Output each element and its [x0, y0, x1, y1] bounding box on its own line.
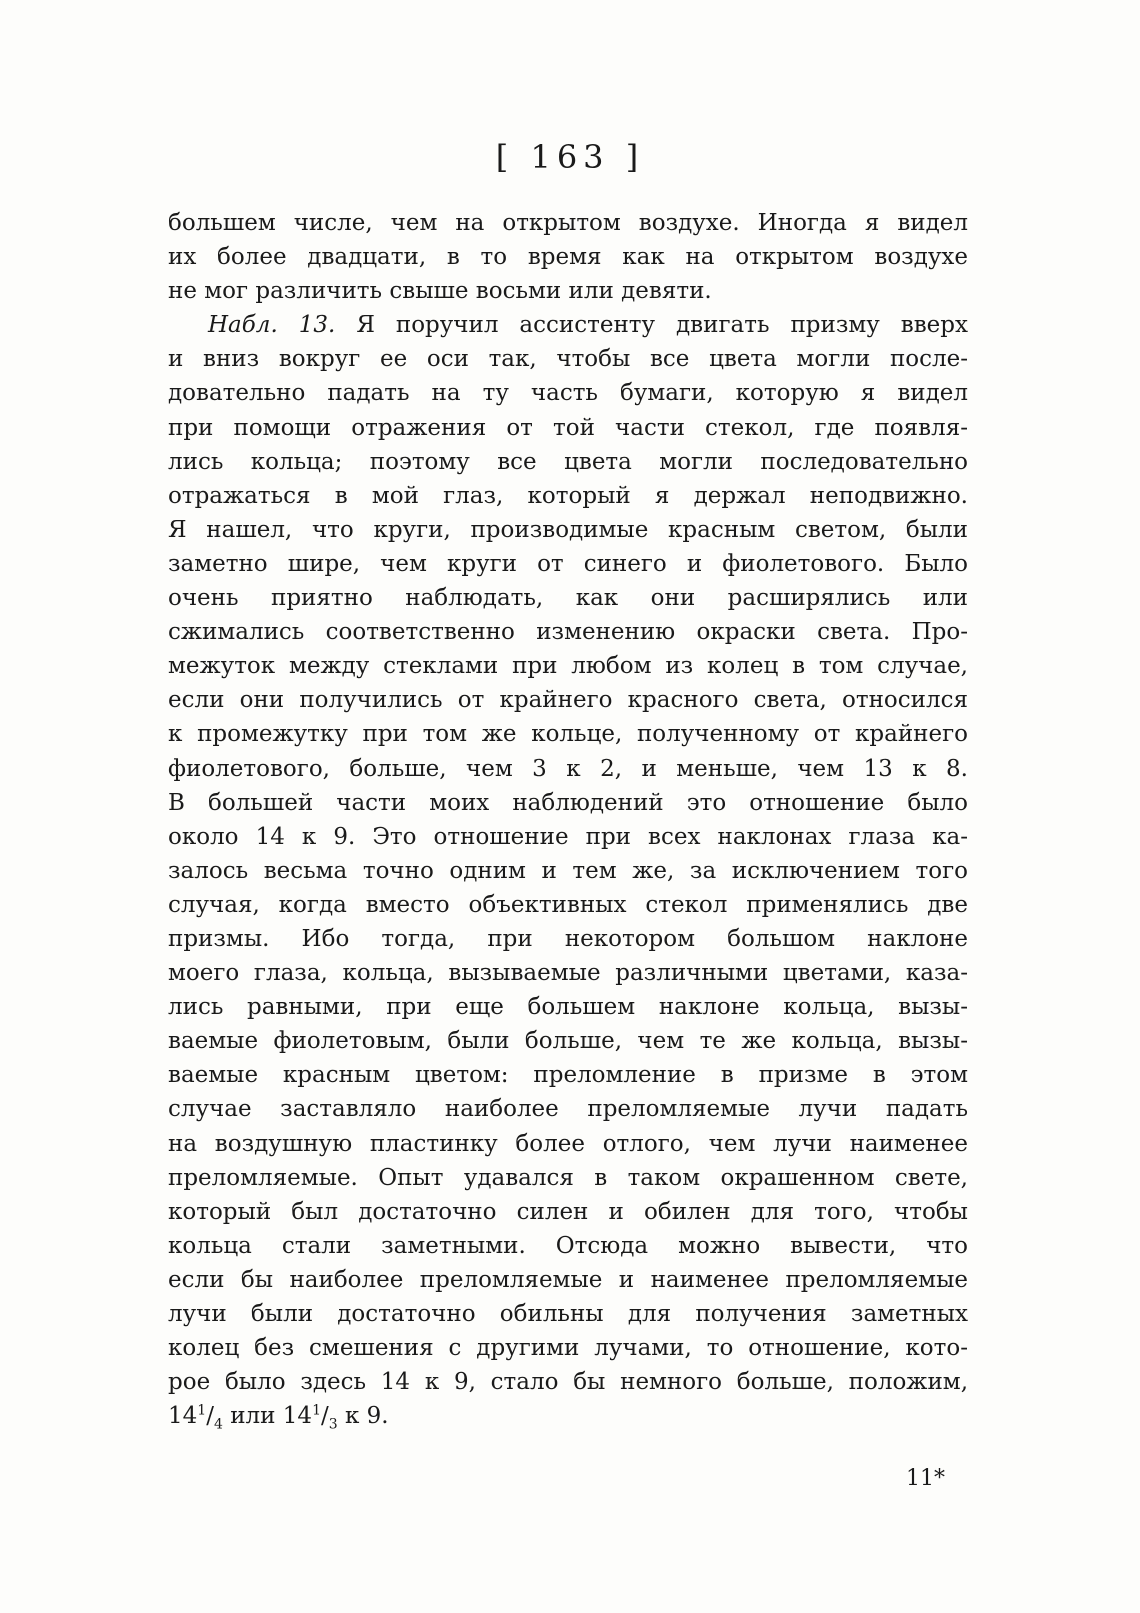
text-line: фиолетового, больше, чем 3 к 2, и меньше, чем 13 к 8. — [168, 755, 968, 782]
text-line: при помощи отражения от той части стекол, где появля- — [168, 414, 968, 441]
text-line: их более двадцати, в то время как на открытом воздухе — [168, 244, 968, 271]
text-line: межуток между стеклами при любом из колец в том случае, — [168, 653, 968, 680]
body-text — [168, 206, 968, 1433]
fraction-a-denominator: 4 — [213, 1416, 223, 1433]
text-fragment: или — [230, 1403, 276, 1430]
fraction-b-denominator: 3 — [328, 1416, 338, 1433]
text-line: и вниз вокруг ее оси так, чтобы все цвета могли после- — [168, 346, 968, 373]
text-line: ваемые красным цветом: преломление в призме в этом — [168, 1062, 968, 1089]
text-line: призмы. Ибо тогда, при некотором большом наклоне — [168, 925, 968, 952]
text-line: очень приятно наблюдать, как они расширялись или — [168, 585, 968, 612]
page-number: [ 163 ] — [495, 138, 645, 176]
fraction-a-numerator: 1 — [197, 1402, 207, 1419]
observation-label: Набл. 13. — [208, 312, 336, 339]
text-line: кольца стали заметными. Отсюда можно вывести, что — [168, 1232, 968, 1259]
text-line: к промежутку при том же кольце, полученному от крайнего — [168, 721, 968, 748]
text-line: отражаться в мой глаз, который я держал неподвижно. — [168, 482, 968, 509]
text-line: колец без смешения с другими лучами, то отношение, кото- — [168, 1335, 968, 1362]
text-line: лись равными, при еще большем наклоне кольца, вызы- — [168, 994, 968, 1021]
text-line: сжимались соответственно изменению окраски света. Про- — [168, 619, 968, 646]
text-line: преломляемые. Опыт удавался в таком окрашенном свете, — [168, 1164, 968, 1191]
text-line: моего глаза, кольца, вызываемые различными цветами, каза- — [168, 960, 968, 987]
final-text-line: $14^1/_4$ или $14^1/_3$ к 9. — [168, 1402, 389, 1433]
text-line: лись кольца; поэтому все цвета могли последовательно — [168, 448, 968, 475]
text-line: случае заставляло наиболее преломляемые лучи падать — [168, 1096, 968, 1123]
text-line: большем числе, чем на открытом воздухе. Иногда я видел — [168, 210, 968, 236]
text-line: залось весьма точно одним и тем же, за исключением того — [168, 857, 968, 884]
fraction-b-whole: 14 — [282, 1403, 313, 1430]
text-fragment: Я поручил ассистенту двигать призму вверх — [356, 312, 968, 339]
text-line: который был достаточно силен и обилен для того, чтобы — [168, 1198, 968, 1225]
fraction-a-whole: 14 — [168, 1403, 198, 1430]
text-line: не мог различить свыше восьми или девяти. — [168, 278, 712, 305]
text-line: довательно падать на ту часть бумаги, которую я видел — [168, 380, 968, 407]
text-line: Я нашел, что круги, производимые красным светом, были — [168, 516, 968, 543]
text-line: на воздушную пластинку более отлого, чем лучи наименее — [168, 1130, 968, 1157]
signature-mark: 11* — [906, 1466, 945, 1491]
text-line: заметно шире, чем круги от синего и фиолетового. Было — [168, 550, 968, 577]
text-line: В большей части моих наблюдений это отношение было — [168, 789, 968, 816]
text-line: рое было здесь 14 к 9, стало бы немного больше, положим, — [168, 1369, 968, 1396]
fraction-b-numerator: 1 — [312, 1402, 321, 1419]
text-line: около 14 к 9. Это отношение при всех наклонах глаза ка- — [168, 823, 968, 850]
text-line: ваемые фиолетовым, были больше, чем те же кольца, вызы- — [168, 1028, 968, 1055]
text-fragment: к 9. — [344, 1403, 389, 1430]
text-line: если они получились от крайнего красного света, относился — [168, 687, 968, 714]
text-line: случая, когда вместо объективных стекол применялись две — [168, 891, 968, 918]
text-line: если бы наиболее преломляемые и наименее преломляемые — [168, 1266, 968, 1293]
text-line: лучи были достаточно обильны для получения заметных — [168, 1301, 968, 1327]
observation-first-line — [168, 308, 968, 342]
